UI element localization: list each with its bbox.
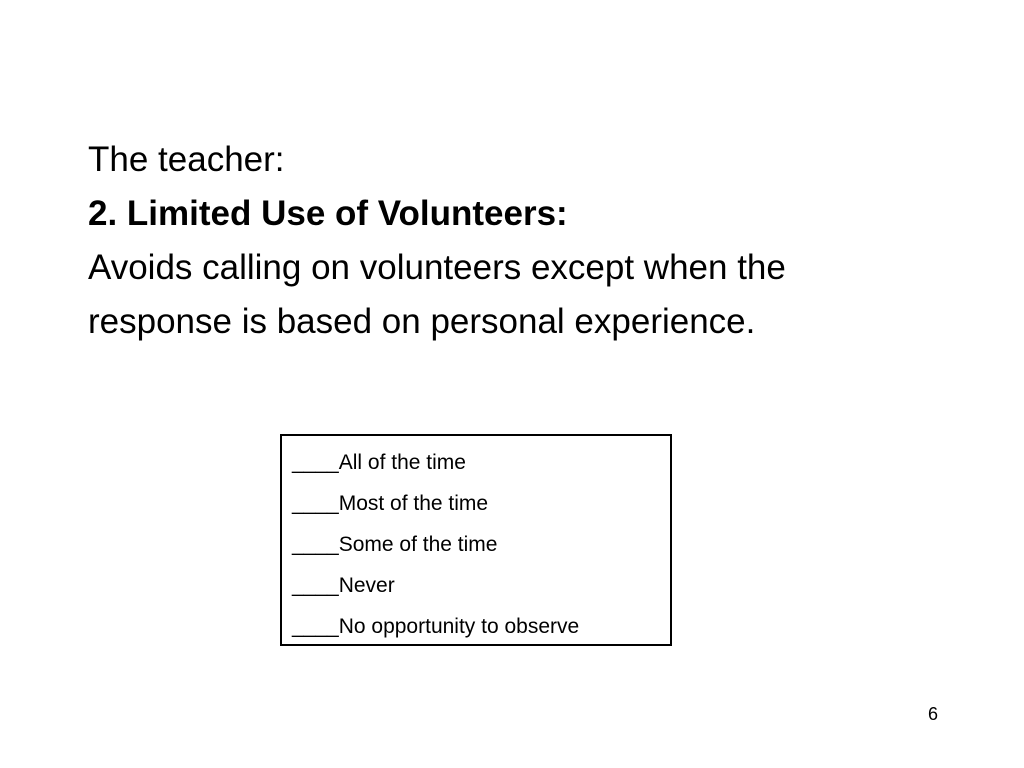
option-some-of-the-time: ____Some of the time: [292, 533, 498, 556]
item-description-line-2: response is based on personal experience.: [88, 302, 756, 341]
slide-heading: The teacher:: [88, 140, 285, 179]
page-number: 6: [927, 704, 938, 724]
slide-body-text: [88, 133, 968, 349]
option-never: ____Never: [292, 574, 395, 597]
option-all-of-the-time: ____All of the time: [292, 451, 466, 474]
item-title: 2. Limited Use of Volunteers:: [88, 194, 568, 233]
option-most-of-the-time: ____Most of the time: [292, 492, 489, 515]
option-no-opportunity: ____No opportunity to observe: [292, 615, 580, 638]
item-description-line-1: Avoids calling on volunteers except when the: [88, 248, 786, 287]
rating-options-box: [280, 434, 672, 646]
